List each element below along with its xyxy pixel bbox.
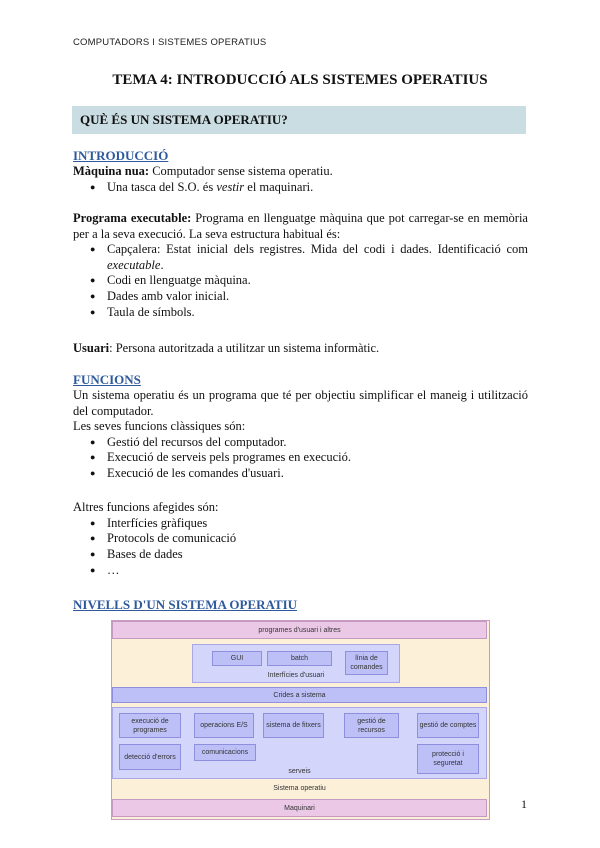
- other-list: [73, 516, 528, 579]
- list-item: ● Execució de les comandes d'usuari.: [73, 466, 528, 482]
- diagram-interficies: Interfícies d'usuari: [192, 644, 400, 683]
- list-item: ● Execució de serveis pels programes en execució.: [73, 450, 528, 466]
- programa-label: Programa executable:: [73, 211, 192, 225]
- diagram-operacions: operacions E/S: [194, 713, 254, 738]
- diagram-gestio-comp: gestió de comptes: [417, 713, 479, 738]
- diagram-crides: Crides a sistema: [112, 687, 487, 703]
- list-item: ● Capçalera: Estat inicial dels registres. Mida del codi i dades. Identificació com executable.: [73, 242, 528, 273]
- list-item: ● …: [73, 563, 528, 579]
- band-title: QUÈ ÉS UN SISTEMA OPERATIU?: [80, 112, 288, 127]
- funcions-p1: Un sistema operatiu és un programa que té per objectiu simplificar el maneig i utilització del computador.: [73, 388, 528, 418]
- usuari-text: : Persona autoritzada a utilitzar un sistema informàtic.: [109, 341, 380, 355]
- diagram-so-label: Sistema operatiu: [273, 784, 326, 792]
- funcions-p2: Les seves funcions clàssiques són:: [73, 419, 246, 433]
- classic-list: [73, 435, 528, 482]
- list-item: ● Codi en llenguatge màquina.: [73, 273, 528, 289]
- diagram-batch: batch: [267, 651, 332, 666]
- diagram-proteccio: protecció i seguretat: [417, 744, 479, 774]
- list-item: ● Una tasca del S.O. és vestir el maquinari.: [73, 180, 528, 196]
- usuari-label: Usuari: [73, 341, 110, 355]
- list-item: ● Bases de dades: [73, 547, 528, 563]
- funcions-p3: Altres funcions afegides són:: [73, 500, 219, 514]
- list-item: ● Interfícies gràfiques: [73, 516, 528, 532]
- diagram-top-layer: programes d'usuari i altres: [112, 621, 487, 639]
- nivells-heading: NIVELLS D'UN SISTEMA OPERATIU: [73, 597, 298, 612]
- page-title: TEMA 4: INTRODUCCIÓ ALS SISTEMES OPERATIUS: [112, 72, 488, 88]
- list-item: ● Dades amb valor inicial.: [73, 289, 528, 305]
- section-band: [72, 106, 526, 134]
- diagram-serveis: serveis: [112, 707, 487, 779]
- os-levels-diagram: [111, 620, 490, 820]
- funcions-heading: FUNCIONS: [73, 372, 141, 387]
- diagram-exec-prog: execució de programes: [119, 713, 181, 738]
- programa-block: [73, 211, 528, 321]
- programa-text: Programa en llenguatge màquina que pot carregar-se en memòria per a la seva execució. La seva estructura habitual és:: [73, 211, 528, 241]
- usuari-block: [73, 341, 528, 357]
- funcions-block: [73, 419, 528, 482]
- programa-list: [73, 242, 528, 321]
- diagram-linia: línia de comandes: [345, 651, 388, 675]
- list-item: ● Taula de símbols.: [73, 305, 528, 321]
- maquina-nua-block: [73, 164, 528, 195]
- diagram-gui: GUI: [212, 651, 262, 666]
- diagram-fitxers: sistema de fitxers: [263, 713, 324, 738]
- page-number: 1: [521, 797, 527, 811]
- diagram-maquinari: Maquinari: [112, 799, 487, 817]
- intro-heading: INTRODUCCIÓ: [73, 148, 169, 163]
- running-header: COMPUTADORS I SISTEMES OPERATIUS: [73, 37, 267, 48]
- maquina-list: [73, 180, 528, 196]
- list-item: ● Protocols de comunicació: [73, 531, 528, 547]
- maquina-label: Màquina nua:: [73, 164, 150, 178]
- altres-block: [73, 500, 528, 578]
- diagram-comunicacions: comunicacions: [194, 744, 256, 761]
- maquina-text: Computador sense sistema operatiu.: [152, 164, 333, 178]
- list-item: ● Gestió del recursos del computador.: [73, 435, 528, 451]
- diagram-gestio-rec: gestió de recursos: [344, 713, 399, 738]
- diagram-errors: detecció d'errors: [119, 744, 181, 770]
